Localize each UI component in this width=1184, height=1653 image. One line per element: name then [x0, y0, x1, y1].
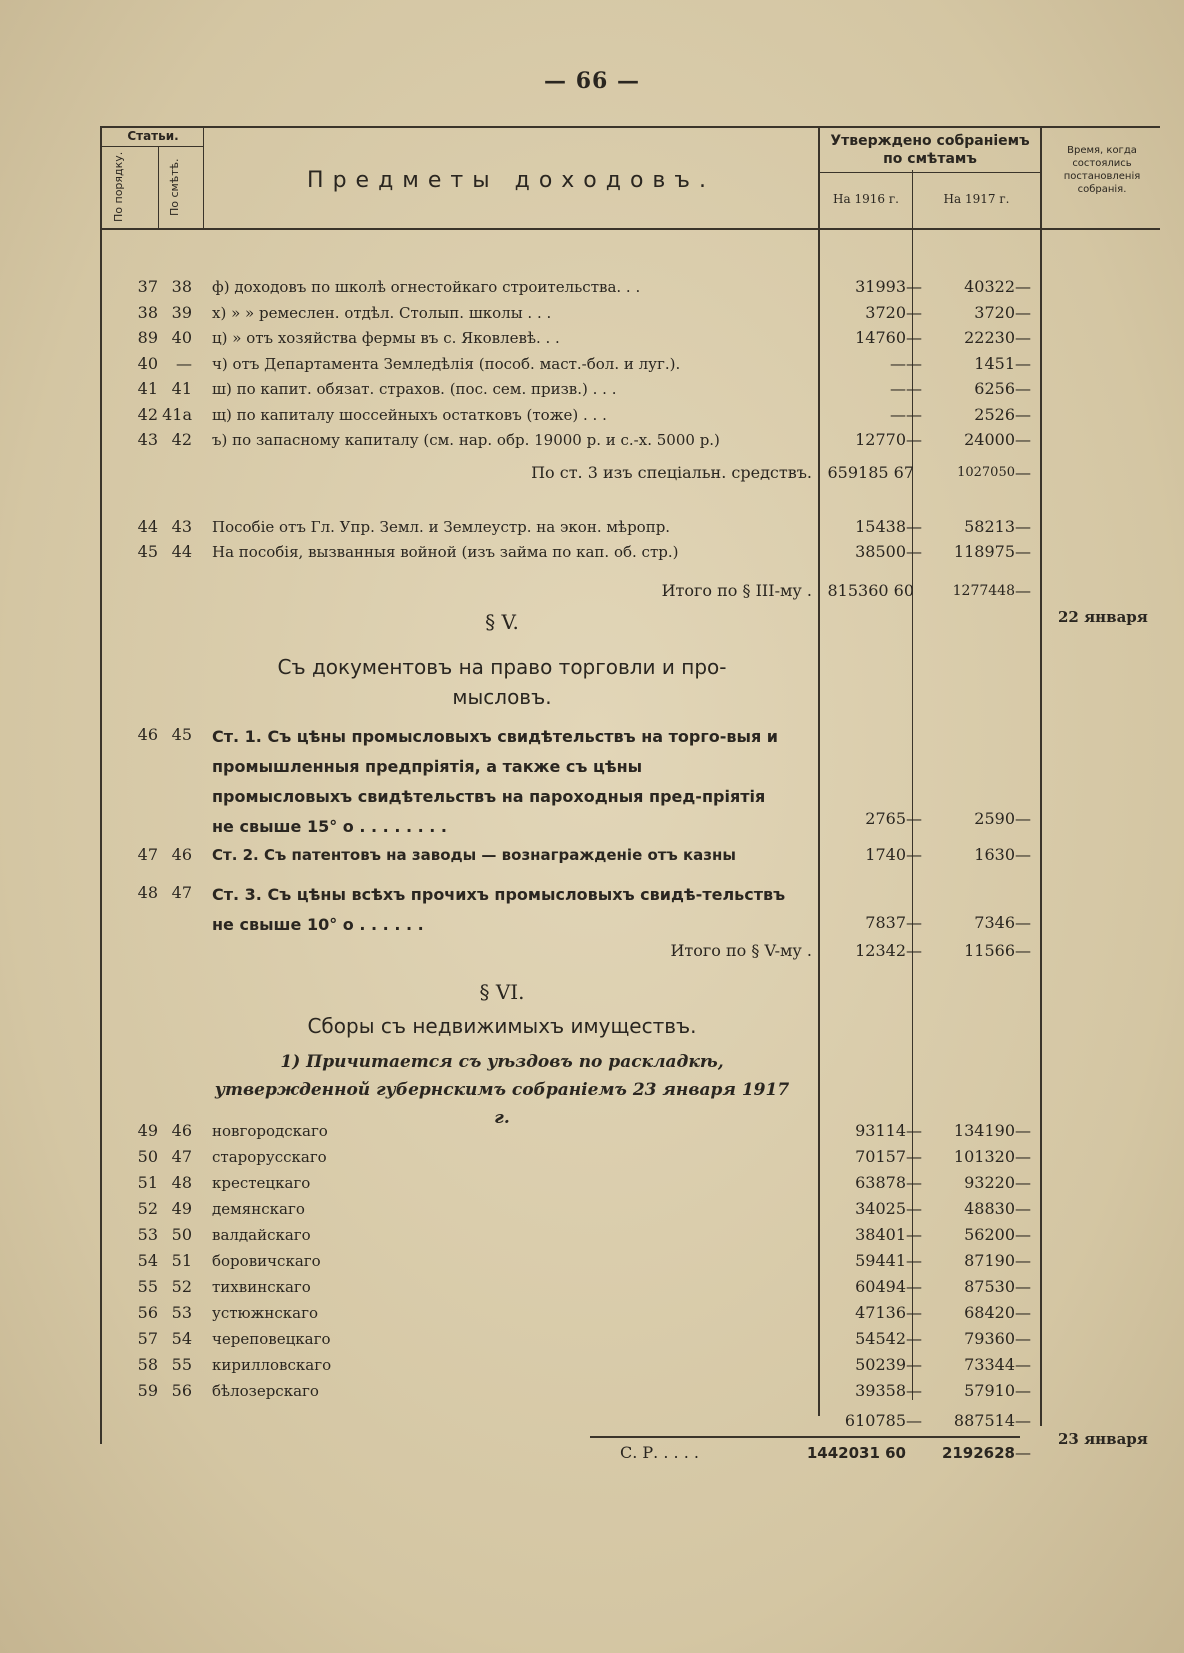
dash: —: [1015, 463, 1031, 482]
value-1916: 34025: [855, 1199, 906, 1218]
smeta-number: 51: [171, 1251, 192, 1270]
dash: —: [906, 1355, 922, 1374]
row-number: 56: [137, 1303, 158, 1322]
value-1917: 101320: [953, 1147, 1015, 1166]
dash: —: [906, 1173, 922, 1192]
table-row: [0, 376, 1184, 402]
value-1916: —: [890, 353, 906, 373]
row-text: демянскаго: [212, 1200, 305, 1218]
row-text: кирилловскаго: [212, 1356, 332, 1374]
v1916: 1740: [865, 845, 906, 864]
dash: —: [906, 1147, 922, 1166]
value-1917: 2526: [974, 404, 1015, 424]
table-row: [0, 1118, 1184, 1144]
smeta-number: 46: [171, 1121, 192, 1140]
dash: —: [906, 1199, 922, 1218]
row-text: тихвинскаго: [212, 1278, 311, 1296]
dash: —: [906, 1121, 922, 1140]
smeta-number: 40: [171, 328, 192, 347]
dash: —: [1015, 353, 1031, 373]
value-1917: 22230: [964, 328, 1015, 347]
row-number: 58: [137, 1355, 158, 1374]
dash: —: [906, 1303, 922, 1322]
dash: —: [906, 353, 922, 373]
dash: —: [906, 941, 922, 960]
section-v-para: § V.: [485, 610, 519, 634]
row-number: 50: [137, 1147, 158, 1166]
smeta-number: 50: [171, 1225, 192, 1244]
smeta-number: 41: [171, 379, 192, 398]
dash: —: [906, 542, 922, 561]
dash: —: [1015, 1121, 1031, 1140]
value-1917: 93220: [964, 1173, 1015, 1192]
value-1916: 63878: [855, 1173, 906, 1192]
row-number: 41: [137, 379, 158, 398]
dash: —: [1015, 913, 1031, 932]
dash: —: [1015, 328, 1031, 347]
value-1916: 50239: [855, 1355, 906, 1374]
dash: —: [1015, 1147, 1031, 1166]
row-number: 89: [137, 328, 158, 347]
row-text: ч) отъ Департамента Земледѣлія (пособ. маст.-бол. и луг.).: [212, 354, 681, 373]
value-1917: 40322: [964, 277, 1015, 296]
row-number: 43: [137, 430, 158, 449]
dash: —: [906, 1251, 922, 1270]
row-text: старорусскаго: [212, 1148, 327, 1166]
row-number: 45: [137, 542, 158, 561]
header-line: [100, 146, 203, 147]
total-row-st3: [0, 460, 1184, 486]
value-1917: 6256: [974, 379, 1015, 398]
dash: —: [906, 913, 922, 932]
row-text: ц) » отъ хозяйства фермы въ с. Яковлевѣ. . .: [212, 329, 560, 347]
table-row: [0, 1274, 1184, 1300]
value-1916: 70157: [855, 1147, 906, 1166]
v1916: 2765: [865, 809, 906, 828]
item-46-values: [0, 806, 1184, 832]
dash: —: [1015, 542, 1031, 561]
value-1917: 87190: [964, 1251, 1015, 1270]
table-row: [0, 1326, 1184, 1352]
row-text: крестецкаго: [212, 1174, 311, 1192]
table-row: [0, 274, 1184, 300]
table-row: [0, 427, 1184, 453]
dash: —: [906, 1381, 922, 1400]
value-1916: —: [890, 379, 906, 398]
table-row: [0, 402, 1184, 428]
sr-rule: [590, 1436, 1020, 1438]
smeta-number: 49: [171, 1199, 192, 1218]
dash: —: [1015, 1355, 1031, 1374]
smeta-number: —: [176, 353, 192, 373]
row-number: 48: [137, 883, 158, 902]
row-text: валдайскаго: [212, 1226, 311, 1244]
row-number: 38: [137, 302, 158, 322]
dash: —: [1015, 404, 1031, 424]
total-label: По ст. 3 изъ спеціальн. средствъ.: [531, 463, 812, 482]
row-text: новгородскаго: [212, 1122, 328, 1140]
total-v1917: 1277448: [952, 583, 1015, 599]
dash: —: [1015, 1277, 1031, 1296]
total-v1916: 815360 60: [827, 581, 914, 600]
table-row: [0, 1222, 1184, 1248]
dash: —: [906, 328, 922, 347]
smeta-number: 38: [171, 277, 192, 296]
dash: —: [1015, 1329, 1031, 1348]
row-text: боровичскаго: [212, 1252, 321, 1270]
header-po-poryadku: По порядку.: [112, 151, 125, 223]
smeta-number: 43: [171, 517, 192, 536]
row-text: ф) доходовъ по школѣ огнестойкаго строительства. . .: [212, 278, 641, 296]
row-number: 59: [137, 1381, 158, 1400]
total-v1917: 1027050: [957, 465, 1015, 480]
row-number: 52: [137, 1199, 158, 1218]
value-1917: 73344: [964, 1355, 1015, 1374]
row-number: 57: [137, 1329, 158, 1348]
table-row: [0, 1144, 1184, 1170]
value-1916: 14760: [855, 328, 906, 347]
smeta-number: 52: [171, 1277, 192, 1296]
date-note-1: 22 января: [1058, 608, 1148, 626]
header-1917: На 1917 г.: [943, 192, 1010, 206]
value-1916: —: [890, 404, 906, 424]
smeta-number: 53: [171, 1303, 192, 1322]
col-divider: [158, 146, 159, 228]
value-1916: 47136: [855, 1303, 906, 1322]
smeta-number: 55: [171, 1355, 192, 1374]
smeta-number: 47: [171, 1147, 192, 1166]
dash: —: [1015, 430, 1031, 449]
total-v1916: 659185 67: [827, 463, 914, 482]
dash: —: [1015, 581, 1031, 600]
smeta-number: 45: [171, 725, 192, 744]
value-1916: 39358: [855, 1381, 906, 1400]
dash: —: [1015, 1303, 1031, 1322]
row-text: щ) по капиталу шоссейныхъ остатковъ (тоже) . . .: [212, 405, 607, 424]
header-statya: Статьи.: [127, 129, 179, 143]
row-number: 47: [137, 845, 158, 864]
dash: —: [906, 404, 922, 424]
dash: —: [906, 1225, 922, 1244]
value-1917: 57910: [964, 1381, 1015, 1400]
smeta-number: 48: [171, 1173, 192, 1192]
row-text: Пособіе отъ Гл. Упр. Земл. и Землеустр. на экон. мѣропр.: [212, 518, 671, 536]
dash: —: [1015, 1173, 1031, 1192]
section-v-title: Съ документовъ на право торговли и про- мысловъ.: [277, 655, 727, 709]
row-number: 51: [137, 1173, 158, 1192]
col-divider: [203, 126, 204, 228]
row-text: ш) по капит. обязат. страхов. (пос. сем. призв.) . . .: [212, 380, 617, 398]
dash: —: [906, 517, 922, 536]
smeta-number: 47: [171, 883, 192, 902]
dash: —: [906, 430, 922, 449]
row-text: бѣлозерскаго: [212, 1382, 319, 1400]
value-1917: 134190: [953, 1121, 1015, 1140]
item-48-text: Ст. 3. Съ цѣны всѣхъ прочихъ промысловыхъ свидѣ-тельствъ не свыше 10° о . . . . . .: [212, 885, 786, 934]
value-1916: 12770: [855, 430, 906, 449]
total-label: Итого по § V-му .: [670, 941, 812, 960]
dash: —: [1015, 379, 1031, 398]
value-1917: 79360: [964, 1329, 1015, 1348]
smeta-number: 54: [171, 1329, 192, 1348]
v1916: 7837: [865, 913, 906, 932]
dash: —: [1015, 277, 1031, 296]
table-row: [0, 1378, 1184, 1404]
header-bottom-border: [100, 228, 1160, 230]
row-number: 55: [137, 1277, 158, 1296]
smeta-number: 42: [171, 430, 192, 449]
dash: —: [906, 379, 922, 398]
value-1916: 15438: [855, 517, 906, 536]
value-1917: 48830: [964, 1199, 1015, 1218]
v1917: 2590: [974, 809, 1015, 828]
dash: —: [906, 1411, 922, 1430]
dash: —: [906, 302, 922, 322]
dash: —: [1015, 1251, 1031, 1270]
row-text: устюжнскаго: [212, 1304, 318, 1322]
item-row-47: [0, 842, 1184, 868]
table-row: [0, 1300, 1184, 1326]
v1917: 1630: [974, 845, 1015, 864]
header-po-smete: По смѣтѣ.: [168, 158, 181, 216]
sum-row: [0, 1408, 1184, 1434]
value-1916: 38500: [855, 542, 906, 561]
section-vi-subtitle: 1) Причитается съ уѣздовъ по раскладкѣ, утвержденной губернскимъ собраніемъ 23 января 1917 г.: [214, 1052, 790, 1128]
dash: —: [1015, 809, 1031, 828]
dash: —: [906, 1329, 922, 1348]
row-number: 42: [137, 404, 158, 424]
table-row: [0, 539, 1184, 565]
table-row: [0, 1352, 1184, 1378]
item-48-values: [0, 910, 1184, 936]
value-1916: 93114: [855, 1121, 906, 1140]
dash: —: [1015, 302, 1031, 322]
value-1916: 59441: [855, 1251, 906, 1270]
header-predmety: Предметы доходовъ.: [307, 168, 715, 193]
value-1917: 56200: [964, 1225, 1015, 1244]
table-row: [0, 325, 1184, 351]
total-label: Итого по § III-му .: [661, 581, 812, 600]
value-1917: 118975: [953, 542, 1015, 561]
sr-v1916: 1442031 60: [806, 1444, 906, 1462]
sr-row: [0, 1440, 1184, 1466]
table-row: [0, 514, 1184, 540]
dash: —: [1015, 941, 1031, 960]
value-1916: 31993: [855, 277, 906, 296]
value-1917: 68420: [964, 1303, 1015, 1322]
value-1917: 1451: [974, 353, 1015, 373]
smeta-number: 56: [171, 1381, 192, 1400]
row-number: 37: [137, 277, 158, 296]
sum-v1916: 610785: [844, 1411, 906, 1430]
value-1916: 60494: [855, 1277, 906, 1296]
value-1916: 3720: [865, 302, 906, 322]
smeta-number: 46: [171, 845, 192, 864]
table-row: [0, 1170, 1184, 1196]
date-note-2: 23 января: [1058, 1430, 1148, 1448]
value-1917: 24000: [964, 430, 1015, 449]
section-vi-para: § VI.: [479, 980, 525, 1004]
dash: —: [1015, 1443, 1031, 1462]
row-number: 54: [137, 1251, 158, 1270]
table-row: [0, 1248, 1184, 1274]
header-utverzhdeno: Утверждено собраніемъ по смѣтамъ: [830, 133, 1030, 167]
value-1916: 38401: [855, 1225, 906, 1244]
row-number: 40: [137, 353, 158, 373]
dash: —: [1015, 1381, 1031, 1400]
sr-label: С. Р. . . . .: [620, 1443, 699, 1462]
value-1916: 54542: [855, 1329, 906, 1348]
item-47-text: Ст. 2. Съ патентовъ на заводы — вознагражденіе отъ казны: [212, 846, 736, 864]
row-text: череповецкаго: [212, 1330, 331, 1348]
page-number: — 66 —: [544, 68, 640, 94]
row-number: 44: [137, 517, 158, 536]
header-1916: На 1916 г.: [833, 192, 899, 206]
sr-v1917: 2192628: [941, 1444, 1015, 1462]
value-1917: 87530: [964, 1277, 1015, 1296]
dash: —: [906, 809, 922, 828]
dash: —: [1015, 845, 1031, 864]
table-row: [0, 1196, 1184, 1222]
row-text: х) » » ремеслен. отдѣл. Столып. школы . . .: [212, 303, 552, 322]
table-top-border: [100, 126, 1160, 128]
total-v1917: 11566: [964, 941, 1015, 960]
item-46-text: Ст. 1. Съ цѣны промысловыхъ свидѣтельствъ на торго-выя и промышленныя предпріятія, а также съ цѣны промысловыхъ свидѣтельствъ на пароходныя пред-пріятія не свыше 15° о . . . . . . . .: [212, 727, 778, 836]
smeta-number: 44: [171, 542, 192, 561]
value-1917: 3720: [974, 302, 1015, 322]
v1917: 7346: [974, 913, 1015, 932]
value-1917: 58213: [964, 517, 1015, 536]
dash: —: [906, 277, 922, 296]
total-v1916: 12342: [855, 941, 906, 960]
header-vremya: Время, когда состоялись постановленія собранія.: [1063, 145, 1141, 195]
sum-v1917: 887514: [953, 1411, 1015, 1430]
table-row: [0, 351, 1184, 377]
table-row: [0, 300, 1184, 326]
dash: —: [1015, 1411, 1031, 1430]
row-number: 53: [137, 1225, 158, 1244]
row-number: 46: [137, 725, 158, 744]
section-vi-title: Сборы съ недвижимыхъ имуществъ.: [307, 1014, 697, 1038]
dash: —: [1015, 1225, 1031, 1244]
dash: —: [1015, 517, 1031, 536]
row-text: ъ) по запасному капиталу (см. нар. обр. 19000 р. и с.-х. 5000 р.): [212, 431, 720, 449]
header-line: [820, 172, 1040, 173]
total-row-iii: [0, 578, 1184, 604]
smeta-number: 39: [171, 302, 192, 322]
total-row-v: [0, 938, 1184, 964]
smeta-number: 41а: [162, 404, 192, 424]
row-text: На пособія, вызванныя войной (изъ займа по кап. об. стр.): [212, 543, 679, 561]
dash: —: [906, 1277, 922, 1296]
dash: —: [1015, 1199, 1031, 1218]
dash: —: [906, 845, 922, 864]
row-number: 49: [137, 1121, 158, 1140]
